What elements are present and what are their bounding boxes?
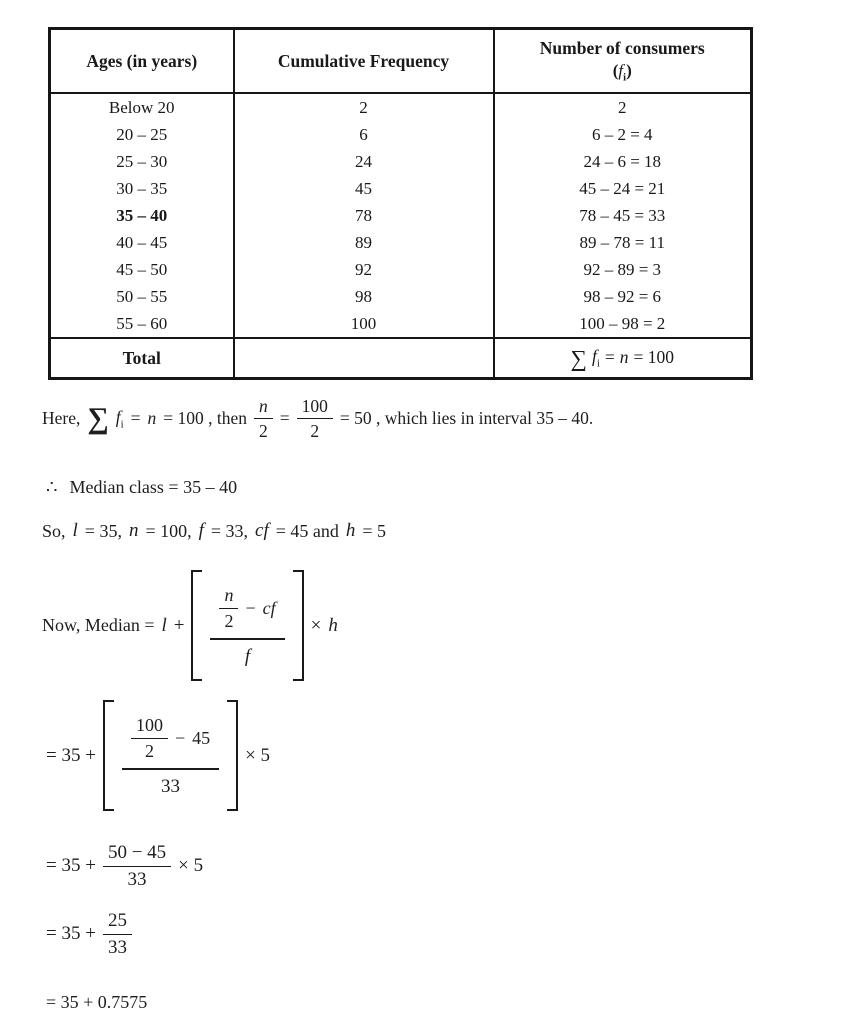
age-cell: 40 – 45 [50,229,234,256]
table-row [50,256,752,283]
decimal-result-step [46,992,147,1013]
bracket-content [114,700,227,811]
h-variable: h [328,614,338,636]
f-cell: 98 – 92 = 6 [494,283,752,310]
times-sign: × [310,614,322,636]
total-label-cell: Total [50,338,234,379]
main-fraction [210,583,284,668]
left-bracket [191,570,202,681]
table-header-row [50,29,752,94]
table-total-row [50,338,752,379]
cf-value: = 45 and [275,520,339,541]
fraction-25-over-33: $\frac{25}{33}$ [103,910,132,959]
header-ages: Ages (in years) [50,29,234,94]
cf-variable: cf [262,597,276,618]
values-statement [42,520,393,542]
fi-term: $f_i$ [115,406,124,431]
f-variable: f [198,520,204,541]
table-row [50,121,752,148]
f-cell: 2 [494,93,752,121]
equals-sign: = [279,408,290,429]
age-cell: 45 – 50 [50,256,234,283]
cf-cell: 2 [234,93,494,121]
n-variable: n [147,408,157,429]
n-variable: n [619,347,629,368]
cf-cell: 92 [234,256,494,283]
fraction-result-step [46,910,139,959]
substitution-step [46,700,277,811]
age-cell: 35 – 40 [50,202,234,229]
frequency-table [48,27,753,380]
l-variable: l [161,614,167,636]
f-cell: 78 – 45 = 33 [494,202,752,229]
f-cell: 100 – 98 = 2 [494,310,752,338]
times-5: × 5 [245,744,271,766]
header-number-of-consumers [494,29,752,94]
plus-sign: + [173,614,185,636]
age-cell: 30 – 35 [50,175,234,202]
n-value: = 100, [145,520,192,541]
fraction-100-over-2: $\frac{100}{2}$ [297,396,333,441]
f-cell: 92 – 89 = 3 [494,256,752,283]
header-consumers-line1: Number of consumers [539,38,705,59]
cf-cell: 98 [234,283,494,310]
table-row [50,229,752,256]
h-variable: h [345,520,356,541]
f-cell: 45 – 24 = 21 [494,175,752,202]
equals-sign: = [130,408,141,429]
so-label: So, [42,520,66,541]
cf-cell: 24 [234,148,494,175]
main-fraction [122,713,219,798]
equals-35-plus: = 35 + [46,744,96,766]
cf-cell: 89 [234,229,494,256]
fraction-denominator: f [244,646,251,668]
fraction-numerator [210,583,284,640]
n-variable: n [128,520,139,541]
minus-sign: − [245,597,256,618]
table-row [50,148,752,175]
interval-conclusion: = 50 , which lies in interval 35 – 40. [339,408,594,429]
cf-cell: 78 [234,202,494,229]
equals-sign: = [604,347,615,368]
equals-35-point-7575: = 35 + 0.7575 [46,992,148,1012]
median-formula [42,570,345,681]
left-bracket [103,700,114,811]
age-cell: 20 – 25 [50,121,234,148]
cf-value: 45 [192,727,211,748]
f-cell: 24 – 6 = 18 [494,148,752,175]
fraction-numerator [122,713,219,770]
header-fi-symbol: $(f_i)$ [612,60,632,84]
median-class-text: Median class = 35 – 40 [69,477,238,497]
fraction-100-over-2: $\frac{100}{2}$ [131,715,168,761]
here-statement [42,396,600,441]
l-variable: l [72,520,78,541]
header-cumulative-frequency: Cumulative Frequency [234,29,494,94]
bracketed-fraction [191,570,303,681]
cf-cell: 45 [234,175,494,202]
table-row [50,93,752,121]
equals-100-then: = 100 , then [163,408,248,429]
equals-35-plus: = 35 + [46,855,96,877]
age-cell: Below 20 [50,93,234,121]
table-row-median-class [50,202,752,229]
l-value: = 35, [84,520,122,541]
age-cell: 50 – 55 [50,283,234,310]
sum-fi-equation [571,346,674,370]
fraction-denominator: 33 [161,776,181,798]
cf-variable: cf [255,520,269,541]
cf-cell: 100 [234,310,494,338]
fraction-5-over-33: $\frac{50 - 45}{33}$ [103,842,171,891]
table-row [50,283,752,310]
f-value: = 33, [210,520,249,541]
cf-cell: 6 [234,121,494,148]
sigma-symbol: ∑ [570,346,587,372]
right-bracket [293,570,304,681]
here-label: Here, [42,408,81,429]
minus-sign: − [174,727,186,748]
f-cell: 6 – 2 = 4 [494,121,752,148]
f-cell: 89 – 78 = 11 [494,229,752,256]
total-empty-cell [234,338,494,379]
h-value: = 5 [362,520,387,541]
fraction-n-over-2: $\frac{n}{2}$ [254,396,273,441]
sigma-symbol: ∑ [87,401,109,435]
times-5: × 5 [178,855,204,877]
fi-term: $f_i$ [591,345,600,370]
bracketed-fraction [103,700,238,811]
right-bracket [227,700,238,811]
fraction-n-over-2: $\frac{n}{2}$ [219,585,238,631]
equals-35-plus: = 35 + [46,923,96,945]
therefore-symbol: ∴ [46,477,58,497]
table-row [50,310,752,338]
age-cell: 55 – 60 [50,310,234,338]
simplification-step [46,842,210,891]
age-cell: 25 – 30 [50,148,234,175]
bracket-content [202,570,292,681]
now-median-label: Now, Median = [42,615,155,636]
total-sum-cell [494,338,752,379]
equals-100: = 100 [633,347,674,368]
table-row [50,175,752,202]
median-class-statement [46,477,237,498]
